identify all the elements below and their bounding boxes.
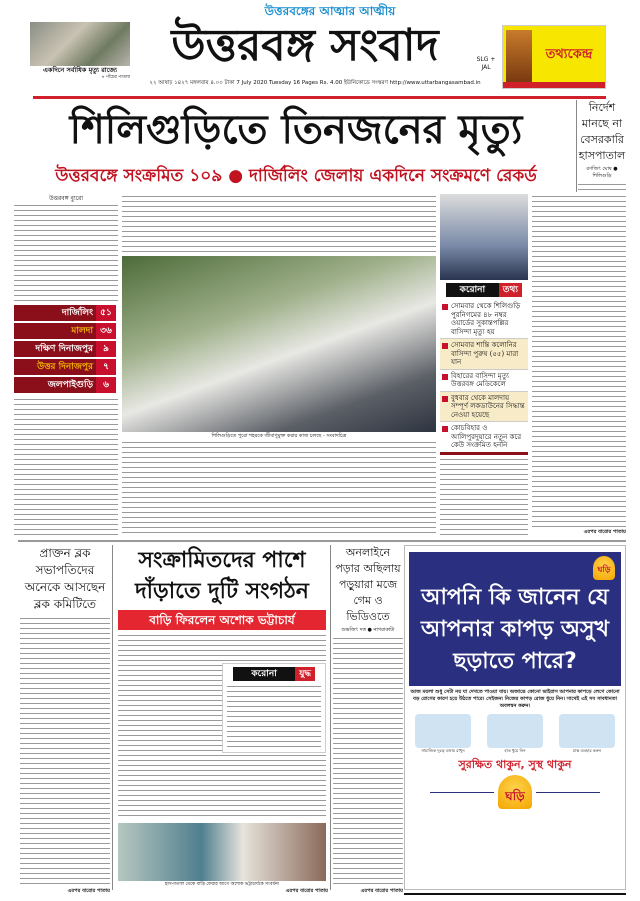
center-story-body-area xyxy=(116,633,328,820)
left-story-headline[interactable]: প্রাক্তন ব্লক সভাপতিদের অনেকে আসছেন ব্লক কমিটিতে xyxy=(24,546,106,611)
district-name: মালদা xyxy=(14,323,96,339)
box-title-b: যুদ্ধ xyxy=(295,667,315,681)
ad-rule xyxy=(536,792,600,793)
lead-body-text xyxy=(440,457,528,537)
divider xyxy=(112,545,113,890)
district-table xyxy=(14,303,118,395)
side-continued[interactable]: এরপর বারোর পাতায় xyxy=(583,529,626,535)
side-story-head xyxy=(578,100,626,192)
center-photo xyxy=(118,823,326,881)
tip-label: সামাজিক দূরত্ব বজায় রাখুন xyxy=(421,748,465,753)
center-caption: হাসপাতাল থেকে বাড়ি ফেরার আগে অশোক ভট্টাচার্যকে সংবর্ধনা xyxy=(165,882,279,887)
distance-icon xyxy=(415,714,471,748)
center-banner: বাড়ি ফিরলেন অশোক ভট্টাচার্য xyxy=(118,610,326,630)
center-continued[interactable]: এরপর বারোর পাতায় xyxy=(285,888,328,894)
ad-panel xyxy=(409,552,621,686)
district-name: জলপাইগুড়ি xyxy=(14,377,96,393)
right-story-body xyxy=(333,636,403,888)
divider xyxy=(576,100,577,192)
side-headline[interactable]: নির্দেশ মানছে না বেসরকারি হাসপাতাল xyxy=(578,101,626,162)
center-story xyxy=(116,545,328,895)
center-story-headline[interactable]: সংক্রামিতদের পাশে দাঁড়াতে দুটি সংগঠন xyxy=(135,548,309,604)
fact-item: বিহারের বাসিন্দা মৃত্যু উত্তরবঙ্গ মেডিকেলে xyxy=(440,370,528,392)
lead-body-text xyxy=(14,203,118,303)
box-title-a: করোনা xyxy=(233,667,295,681)
lead-left-column xyxy=(14,194,118,536)
district-count: ৩৬ xyxy=(96,323,116,339)
right-story-byline: শুভজিৎ দত্ত ● নাগরাকাটা xyxy=(341,627,395,633)
ghori-logo: ঘড়ি xyxy=(498,775,532,809)
left-story-body xyxy=(20,616,110,888)
lead-body-text xyxy=(14,397,118,536)
fact-item: কোচবিহার ও আলিপুরদুয়ারে নতুন করে কেউ সংক্রমিত হননি xyxy=(440,422,528,455)
box-body xyxy=(227,684,321,748)
page-bottom-rule xyxy=(404,893,626,895)
corona-war-box xyxy=(222,663,326,753)
right-story-headline[interactable]: অনলাইনে পড়ার অছিলায় পড়ুয়ারা মজে গেম ও ভিডিওতে xyxy=(335,546,401,623)
lead-body-text xyxy=(122,194,436,252)
corona-facts-box xyxy=(440,283,528,455)
right-ad[interactable] xyxy=(502,25,606,89)
district-count: ৬ xyxy=(96,377,116,393)
mask-icon xyxy=(559,714,615,748)
ad-product-photo xyxy=(506,30,532,82)
ghori-ad[interactable] xyxy=(404,545,626,890)
side-body-text xyxy=(532,194,626,528)
ad-tips xyxy=(415,714,615,754)
ad-footer-bar xyxy=(503,82,605,88)
lead-headline[interactable]: শিলিগুড়িতে তিনজনের মৃত্যু xyxy=(69,106,523,153)
left-continued[interactable]: এরপর বারোর পাতায় xyxy=(67,888,110,894)
facts-title-a: করোনা xyxy=(446,283,499,297)
district-name: দক্ষিণ দিনাজপুর xyxy=(14,341,96,357)
fact-item: বুধবার থেকে মালদায় সম্পূর্ণ লকডাউনের সিদ্ধান্ত নেওয়া হয়েছে xyxy=(440,392,528,423)
lead-photo xyxy=(122,256,436,432)
ad-slogan: সুরক্ষিত থাকুন, সুস্থ থাকুন xyxy=(458,758,572,771)
teaser-caption[interactable]: একদিনে সর্বাধিক মৃত্যু রাজ্যে xyxy=(42,66,118,74)
right-story xyxy=(333,545,403,895)
district-count: ৯ xyxy=(96,341,116,357)
fact-item: সোমবার শান্তি কলোনির বাসিন্দা পুরুষ (৫৫) মারা যান xyxy=(440,339,528,370)
lead-body-text xyxy=(122,440,436,536)
dateline: ২২ আষাঢ় ১৪২৭ মঙ্গলবার ৪.০০ টাকা 7 July 2020 Tuesday 16 Pages Rs. 4.00 ইউনিকোডে সংস্করণ http://www.uttarbangasambad.in xyxy=(149,80,481,86)
ad-headline: আপনি কি জানেন যে আপনার কাপড় অসুখ ছড়াতে পারে? xyxy=(421,585,609,674)
side-byline: রণজিৎ ঘোষ ● শিলিগুড়ি xyxy=(586,166,618,179)
left-story xyxy=(20,545,110,895)
photo-caption: শিলিগুড়িতে পুরো শহরকে জীবাণুমুক্ত করার কাজ চলছে - সংবাদচিত্র xyxy=(211,433,347,439)
lead-center-column xyxy=(122,194,436,536)
divider xyxy=(330,545,331,890)
tagline: উত্তরবঙ্গের আত্মার আত্মীয় xyxy=(264,4,396,18)
district-count: ৫১ xyxy=(96,305,116,321)
left-teaser[interactable] xyxy=(30,22,130,92)
teaser-pointer: » পাঁচের পাতায় xyxy=(101,75,130,80)
lead-subheadline: উত্তরবঙ্গে সংক্রমিত ১০৯ ● দার্জিলিং জেলায় একদিনে সংক্রমণে রেকর্ড xyxy=(55,166,537,186)
district-name: উত্তর দিনাজপুর xyxy=(14,359,96,375)
tip-label: হাত ধুয়ে নিন xyxy=(504,748,526,753)
facts-title-b: তথ্য xyxy=(499,283,522,297)
edition-label: SLG + JAL xyxy=(476,56,496,71)
ghori-logo-small: ঘড়ি xyxy=(593,556,615,580)
tip-label: মাস্ক ব্যবহার করুন xyxy=(572,748,602,753)
fact-item: সোমবার থেকে শিলিগুড়ি পুরনিগমের ৪৮ নম্বর ওয়ার্ডের সুকান্তপল্লির বাসিন্দা মৃত্যু হয় xyxy=(440,300,528,339)
newspaper-title: উত্তরবঙ্গ সংবাদ xyxy=(171,20,439,71)
section-rule xyxy=(18,540,626,542)
side-body-text xyxy=(578,182,626,192)
lead-byline: উত্তরবঙ্গ ব্যুরো xyxy=(48,195,84,202)
ad-rule xyxy=(430,792,494,793)
ad-logo-row xyxy=(409,775,621,809)
teaser-photo xyxy=(30,22,130,66)
handwash-icon xyxy=(487,714,543,748)
masthead-rule xyxy=(33,96,606,99)
ad-body: আজ ময়লা শুধু সেটা নয় যা দেখতে পাওয়া যায়। অজান্তে কোনো ভাইরাস আপনার কাপড়ে লেগে কোনো বড় রোগের কারণ হয়ে উঠতে পারে। সেইজন্য নিজের কাপড় রোজ ধুয়ে নিন। সাথেই এই সব সাবধানতা অবলম্বন করুন। xyxy=(410,689,620,709)
district-name: দার্জিলিং xyxy=(14,305,96,321)
district-count: ৭ xyxy=(96,359,116,375)
inset-photo xyxy=(440,194,528,280)
right-continued[interactable]: এরপর বারোর পাতায় xyxy=(360,888,403,894)
lead-right-column xyxy=(440,194,528,536)
side-body-column xyxy=(532,194,626,536)
ad-brand: তথ্যকেন্দ্র xyxy=(545,47,593,62)
